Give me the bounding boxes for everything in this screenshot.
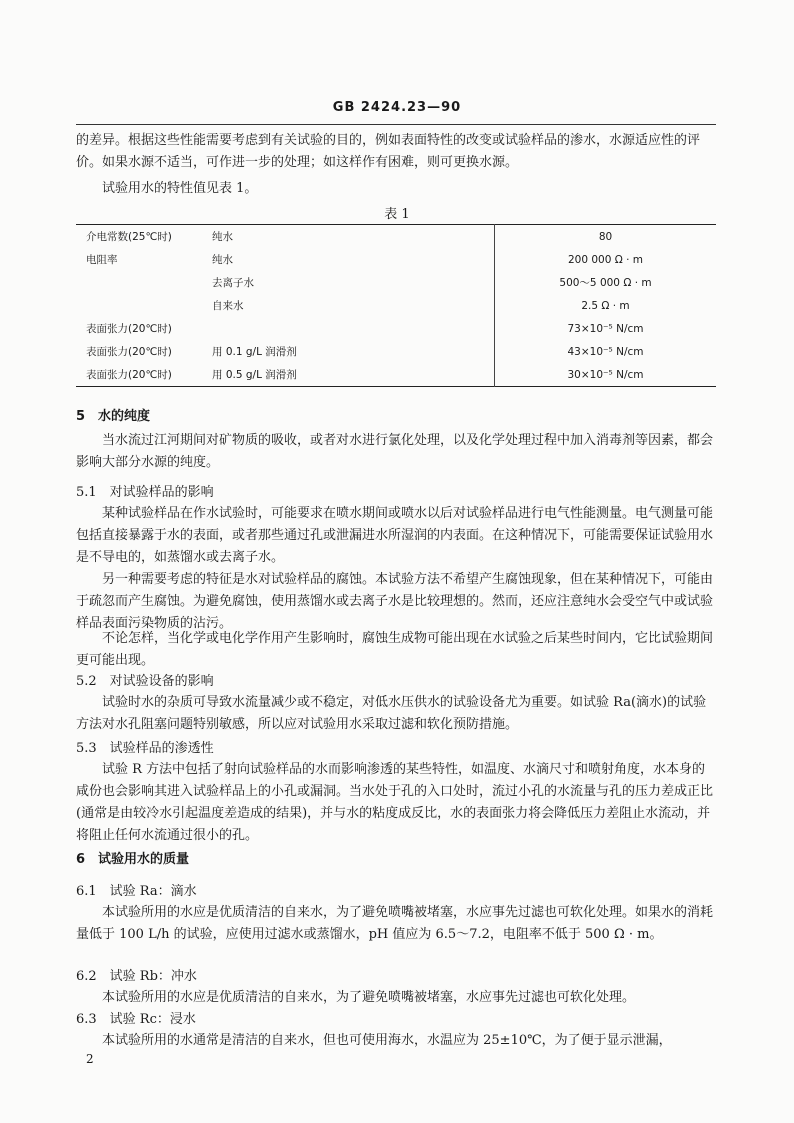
water-properties-table: [76, 224, 716, 387]
table-cell-condition: 去离子水: [212, 277, 254, 289]
table-cell-property: 表面张力(20℃时): [86, 346, 172, 358]
table-cell-value: 43×10⁻⁵ N/cm: [495, 340, 717, 363]
table-title: 表 1: [384, 207, 410, 222]
section-6-1-paragraph: 本试验所用的水应是优质清洁的自来水，为了避免喷嘴被堵塞，水应事先过滤也可软化处理。如果水的消耗量低于 100 L/h 的试验，应使用过滤水或蒸馏水，pH 值应为 6.5～7.2，电阻率不低于 500 Ω · m。: [76, 905, 714, 942]
table-cell-condition: 用 0.1 g/L 润滑剂: [212, 346, 297, 358]
standard-code-header: GB 2424.23—90: [332, 100, 462, 115]
table-row: [76, 271, 716, 294]
table-row: [76, 317, 716, 340]
section-5-2-heading: 5.2 对试验设备的影响: [76, 674, 214, 689]
section-6-1-heading: 6.1 试验 Ra：滴水: [76, 884, 197, 899]
intro-paragraph: 的差异。根据这些性能需要考虑到有关试验的目的，例如表面特性的改变或试验样品的渗水，水源适应性的评价。如果水源不适当，可作进一步的处理；如这样作有困难，则可更换水源。: [76, 133, 701, 170]
section-6-2-heading: 6.2 试验 Rb：冲水: [76, 969, 197, 984]
table-row: [76, 340, 716, 363]
table-row: [76, 294, 716, 317]
table-cell-value: 200 000 Ω · m: [495, 248, 717, 271]
table-cell-property: 表面张力(20℃时): [86, 369, 172, 381]
table-cell-value: 500～5 000 Ω · m: [495, 271, 717, 294]
section-6-3-paragraph: 本试验所用的水通常是清洁的自来水，但也可使用海水，水温应为 25±10℃，为了便于显示泄漏，: [102, 1033, 672, 1048]
table-cell-value: 30×10⁻⁵ N/cm: [495, 363, 717, 387]
table-row: [76, 248, 716, 271]
table-row: [76, 225, 716, 249]
table-cell-property: [76, 294, 204, 317]
section-5-paragraph: 当水流过江河期间对矿物质的吸收，或者对水进行氯化处理，以及化学处理过程中加入消毒剂等因素，都会影响大部分水源的纯度。: [76, 433, 714, 470]
table-cell-property: [76, 271, 204, 294]
section-6-heading: 6 试验用水的质量: [76, 852, 190, 867]
table-cell-condition: 纯水: [212, 231, 233, 243]
section-5-3-heading: 5.3 试验样品的渗透性: [76, 741, 214, 756]
section-5-1-paragraph-1: 某种试验样品在作水试验时，可能要求在喷水期间或喷水以后对试验样品进行电气性能测量。电气测量可能包括直接暴露于水的表面，或者那些通过孔或泄漏进水所湿润的内表面。在这种情况下，可能需要保证试验用水是不导电的，如蒸馏水或去离子水。: [76, 506, 714, 565]
table-cell-value: 73×10⁻⁵ N/cm: [495, 317, 717, 340]
section-5-1-paragraph-3: 不论怎样，当化学或电化学作用产生影响时，腐蚀生成物可能出现在水试验之后某些时间内，它比试验期间更可能出现。: [76, 631, 714, 668]
page-number: 2: [86, 1052, 94, 1066]
table-cell-value: 80: [495, 225, 717, 249]
table-cell-condition: 自来水: [212, 300, 244, 312]
table-cell-condition: 用 0.5 g/L 润滑剂: [212, 369, 297, 381]
section-5-3-paragraph: 试验 R 方法中包括了射向试验样品的水而影响渗透的某些特性，如温度、水滴尺寸和喷射角度，水本身的咸份也会影响其进入试验样品上的小孔或漏洞。当水处于孔的入口处时，流过小孔的水流量与孔的压力差成正比(通常是由较冷水引起温度差造成的结果)，并与水的粘度成反比，水的表面张力将会降低压力差阻止水流动，并将阻止任何水流通过很小的孔。: [76, 762, 714, 843]
header-rule: [76, 124, 716, 125]
section-6-2-paragraph: 本试验所用的水应是优质清洁的自来水，为了避免喷嘴被堵塞，水应事先过滤也可软化处理。: [102, 990, 636, 1005]
section-5-1-paragraph-2: 另一种需要考虑的特征是水对试验样品的腐蚀。本试验方法不希望产生腐蚀现象，但在某种情况下，可能由于疏忽而产生腐蚀。为避免腐蚀，使用蒸馏水或去离子水是比较理想的。然而，还应注意纯水会受空气中或试验样品表面污染物质的沾污。: [76, 572, 714, 631]
table-cell-value: 2.5 Ω · m: [495, 294, 717, 317]
table-cell-condition: [204, 317, 495, 340]
table-cell-property: 表面张力(20℃时): [86, 323, 172, 335]
section-5-2-paragraph: 试验时水的杂质可导致水流量减少或不稳定，对低水压供水的试验设备尤为重要。如试验 Ra(滴水)的试验方法对水孔阻塞问题特别敏感，所以应对试验用水采取过滤和软化预防措施。: [76, 695, 707, 732]
section-5-1-heading: 5.1 对试验样品的影响: [76, 485, 214, 500]
table-cell-property: 介电常数(25℃时): [86, 231, 172, 243]
table-reference: 试验用水的特性值见表 1。: [102, 181, 258, 196]
table-cell-property: 电阻率: [86, 254, 118, 266]
table-cell-condition: 纯水: [212, 254, 233, 266]
section-6-3-heading: 6.3 试验 Rc：浸水: [76, 1012, 196, 1027]
table-row: [76, 363, 716, 387]
section-5-heading: 5 水的纯度: [76, 409, 151, 424]
